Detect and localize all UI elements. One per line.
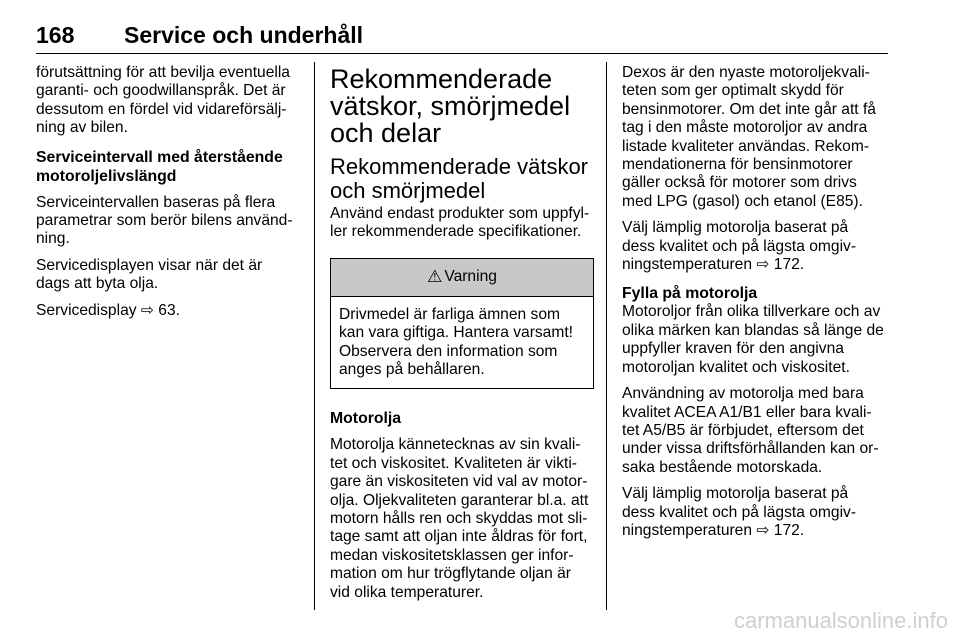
warning-triangle-icon: ⚠	[427, 267, 443, 287]
column-1	[36, 64, 300, 328]
section-title: Rekommenderade vätskor och smörjmedel	[330, 154, 589, 203]
page-reference-link[interactable]: 63.	[153, 301, 180, 319]
column-3	[622, 64, 890, 548]
paragraph: Servicedisplay ⇨ 63.	[36, 301, 180, 319]
page-header	[36, 22, 888, 54]
paragraph: Motorolja kännetecknas av sin kvali- tet och viskositet. Kvaliteten är vikti- gare än viskositeten vid val av motor- olja. Oljekvaliteten garanterar bl.a. att motorn hålls ren och skyddas mot sli- tage samt att oljan inte åldras för fort, medan viskositetsklassen ger infor- mation om hur trögflytande oljan är vid olika temperaturer.	[330, 436, 589, 601]
column-2	[330, 64, 594, 610]
paragraph: Välj lämplig motorolja baserat på dess kvalitet och på lägsta omgiv- ningstemperaturen ⇨ 172.	[622, 485, 857, 539]
paragraph: Motoroljor från olika tillverkare och av olika märken kan blandas så länge de uppfyller kraven för den angivna motoroljan kvalitet och viskositet.	[622, 303, 884, 376]
page-number: 168	[36, 22, 75, 48]
page-reference-link[interactable]: 172.	[769, 256, 805, 274]
paragraph: Serviceintervallen baseras på flera parametrar som berör bilens använd- ning.	[36, 193, 293, 248]
arrow-ref-icon: ⇨	[756, 521, 770, 539]
page-reference-link[interactable]: 172.	[769, 521, 805, 539]
column-divider	[314, 62, 315, 610]
section-heading: Motorolja	[330, 410, 402, 428]
paragraph: Dexos är den nyaste motoroljekvali- teten som ger optimalt skydd för bensinmotorer. Om det inte går att få tag i den måste motoroljor av andra listade kvaliteter användas. Rekom- mendationerna för bensinmotorer gäller också för motorer som drivs med LPG (gasol) och etanol (E85).	[622, 64, 876, 210]
section-heading: Serviceintervall med återstående motoroljelivslängd	[36, 148, 283, 185]
paragraph: Välj lämplig motorolja baserat på dess kvalitet och på lägsta omgiv- ningstemperaturen ⇨ 172.	[622, 219, 857, 274]
warning-header	[331, 259, 593, 297]
running-title: Service och underhåll	[124, 22, 364, 48]
section-heading: Fylla på motorolja	[622, 285, 758, 303]
watermark: carmanualsonline.info	[733, 608, 948, 633]
arrow-ref-icon: ⇨	[140, 301, 154, 319]
paragraph: Använd endast produkter som uppfyl- ler rekommenderade specifikationer.	[330, 205, 590, 241]
chapter-title: Rekommenderade vätskor, smörjmedel och delar	[330, 64, 571, 148]
column-divider	[606, 62, 607, 610]
warning-label: Varning	[444, 268, 497, 286]
paragraph: Användning av motorolja med bara kvalitet ACEA A1/B1 eller bara kvali- tet A5/B5 är förbjudet, eftersom det under vissa driftsförhållanden kan or- saka bestående motorskada.	[622, 385, 879, 476]
warning-body: Drivmedel är farliga ämnen som kan vara giftiga. Hantera varsamt! Observera den information som anges på behållaren.	[339, 305, 574, 379]
warning-box	[330, 258, 594, 390]
arrow-ref-icon: ⇨	[756, 256, 770, 274]
paragraph: Servicedisplayen visar när det är dags att byta olja.	[36, 256, 263, 293]
paragraph: förutsättning för att bevilja eventuella garanti- och goodwillanspråk. Det är dessutom en fördel vid vidareförsälj- ning av bilen.	[36, 64, 290, 137]
